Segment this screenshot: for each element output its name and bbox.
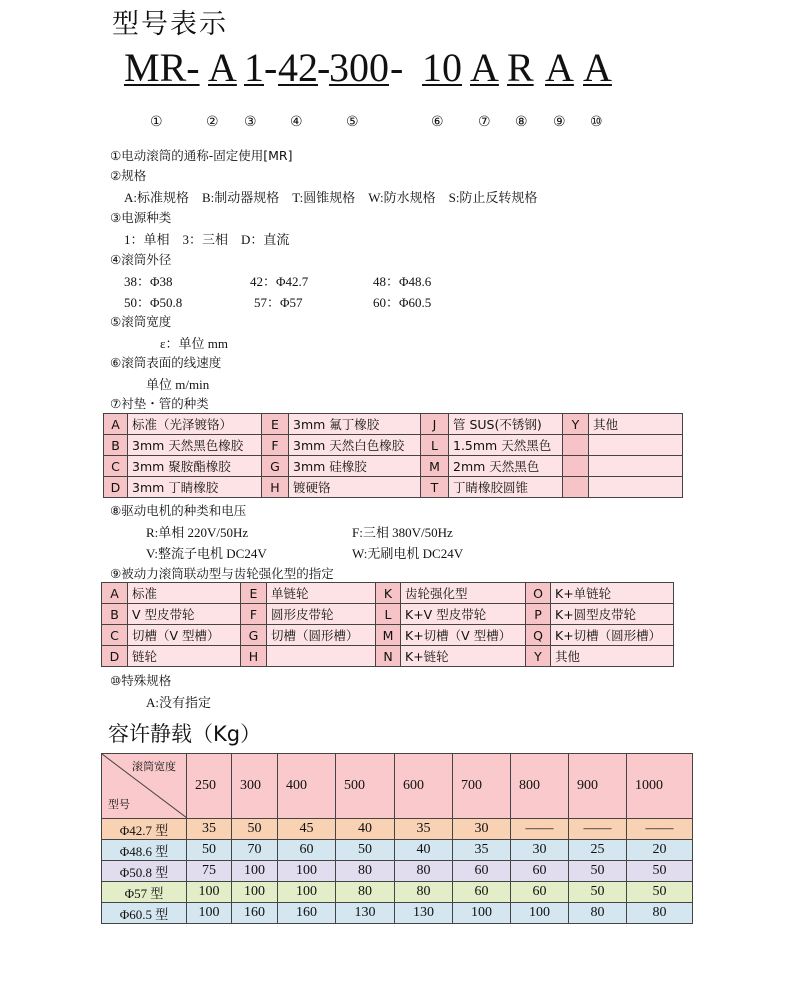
section-4-heading: ④滚筒外径 [110, 252, 172, 267]
diameter-48: 48：Φ48.6 [373, 274, 432, 289]
load-value-cell: 80 [627, 903, 693, 924]
diameter-57: 57：Φ57 [254, 295, 303, 310]
motor-v: V:整流子电机 DC24V [146, 546, 267, 561]
load-value-cell: 100 [278, 882, 336, 903]
load-value-cell: 35 [453, 840, 511, 861]
section-3-heading: ③电源种类 [110, 210, 172, 225]
lining-code-cell: Y [563, 414, 589, 435]
section-7-heading: ⑦衬垫・管的种类 [110, 396, 209, 411]
circled-7: ⑦ [478, 114, 491, 130]
load-row [102, 840, 693, 861]
load-value-cell: 25 [569, 840, 627, 861]
linkage-row [102, 625, 674, 646]
circled-1: ① [150, 114, 163, 130]
load-value-cell: 60 [511, 861, 569, 882]
linkage-code-cell: H [241, 646, 267, 667]
load-value-cell: 80 [395, 882, 453, 903]
lining-desc-cell: 镀硬铬 [289, 477, 421, 498]
linkage-code-cell: A [102, 583, 128, 604]
lining-code-cell: J [421, 414, 449, 435]
load-value-cell: —— [569, 819, 627, 840]
lining-code-cell: F [262, 435, 289, 456]
circled-4: ④ [290, 114, 303, 130]
lining-desc-cell: 3mm 丁睛橡胶 [128, 477, 262, 498]
width-header-cell: 400 [278, 754, 336, 819]
corner-width-label: 滚筒宽度 [132, 760, 176, 773]
lining-desc-cell: 3mm 氟丁橡胶 [289, 414, 421, 435]
section-5-heading: ⑤滚筒宽度 [110, 314, 172, 329]
lining-row [104, 477, 683, 498]
linkage-desc-cell: 切槽（V 型槽） [128, 625, 241, 646]
motor-w: W:无刷电机 DC24V [352, 546, 464, 561]
circled-10: ⑩ [590, 114, 603, 130]
model-cell: Φ42.7 型 [102, 819, 187, 840]
linkage-code-cell: D [102, 646, 128, 667]
lining-desc-cell [589, 435, 683, 456]
lining-code-cell: E [262, 414, 289, 435]
circled-3: ③ [244, 114, 257, 130]
load-value-cell: 70 [232, 840, 278, 861]
circled-6: ⑥ [431, 114, 444, 130]
linkage-row [102, 583, 674, 604]
motor-f: F:三相 380V/50Hz [352, 525, 453, 540]
width-header-cell: 300 [232, 754, 278, 819]
lining-desc-cell: 3mm 聚胺酯橡胶 [128, 456, 262, 477]
model-sep: - [390, 45, 404, 90]
lining-desc-cell: 3mm 天然黑色橡胶 [128, 435, 262, 456]
load-value-cell: 160 [278, 903, 336, 924]
linkage-code-cell: Q [526, 625, 551, 646]
width-header-cell: 700 [453, 754, 511, 819]
lining-desc-cell [589, 456, 683, 477]
linkage-code-cell: K [376, 583, 401, 604]
model-part-speed: 10 [422, 45, 462, 90]
load-value-cell: 100 [187, 903, 232, 924]
linkage-desc-cell: 其他 [551, 646, 674, 667]
linkage-desc-cell: 圆形皮带轮 [267, 604, 376, 625]
linkage-desc-cell: 齿轮强化型 [401, 583, 526, 604]
model-part-diameter: 42 [278, 45, 318, 90]
load-row [102, 819, 693, 840]
lining-row [104, 435, 683, 456]
linkage-row [102, 604, 674, 625]
load-value-cell: 75 [187, 861, 232, 882]
lining-code-cell: A [104, 414, 128, 435]
load-value-cell: 40 [336, 819, 395, 840]
section-2-items: A:标准规格 B:制动器规格 T:圆锥规格 W:防水规格 S:防止反转规格 [124, 190, 538, 205]
load-value-cell: 50 [336, 840, 395, 861]
load-value-cell: 50 [569, 861, 627, 882]
linkage-desc-cell: 标准 [128, 583, 241, 604]
linkage-code-cell: B [102, 604, 128, 625]
linkage-table [101, 582, 674, 667]
lining-code-cell [563, 477, 589, 498]
load-row [102, 903, 693, 924]
load-value-cell: 60 [278, 840, 336, 861]
linkage-desc-cell: 链轮 [128, 646, 241, 667]
load-value-cell: 30 [453, 819, 511, 840]
diameter-42: 42：Φ42.7 [250, 274, 309, 289]
load-row [102, 861, 693, 882]
load-table-title: 容许静载（Kg） [108, 722, 262, 746]
load-value-cell: 35 [187, 819, 232, 840]
lining-desc-cell: 管 SUS(不锈钢) [449, 414, 563, 435]
lining-code-cell: G [262, 456, 289, 477]
load-value-cell: 30 [511, 840, 569, 861]
model-part-power: 1 [244, 45, 264, 90]
model-part-spec: A [208, 45, 237, 90]
linkage-code-cell: E [241, 583, 267, 604]
linkage-code-cell: F [241, 604, 267, 625]
lining-code-cell: C [104, 456, 128, 477]
diameter-50: 50：Φ50.8 [124, 295, 183, 310]
lining-code-cell: M [421, 456, 449, 477]
lining-desc-cell: 3mm 硅橡胶 [289, 456, 421, 477]
linkage-desc-cell: K+单链轮 [551, 583, 674, 604]
linkage-code-cell: O [526, 583, 551, 604]
section-9-heading: ⑨被动力滚筒联动型与齿轮强化型的指定 [110, 566, 334, 581]
lining-desc-cell: 标准（光泽镀铬） [128, 414, 262, 435]
linkage-desc-cell: K+切槽（V 型槽） [401, 625, 526, 646]
lining-code-cell [563, 435, 589, 456]
diameter-60: 60：Φ60.5 [373, 295, 432, 310]
lining-code-cell [563, 456, 589, 477]
model-sep: - [264, 45, 278, 90]
load-value-cell: 80 [395, 861, 453, 882]
load-value-cell: 100 [187, 882, 232, 903]
linkage-code-cell: M [376, 625, 401, 646]
model-part-width: 300 [329, 45, 389, 90]
load-table [101, 753, 693, 924]
model-cell: Φ48.6 型 [102, 840, 187, 861]
linkage-code-cell: L [376, 604, 401, 625]
page-title: 型号表示 [112, 9, 228, 40]
load-value-cell: 80 [569, 903, 627, 924]
lining-desc-cell: 3mm 天然白色橡胶 [289, 435, 421, 456]
load-value-cell: 100 [232, 882, 278, 903]
lining-code-cell: T [421, 477, 449, 498]
section-10-heading: ⑩特殊规格 [110, 673, 172, 688]
linkage-code-cell: P [526, 604, 551, 625]
width-header-cell: 600 [395, 754, 453, 819]
lining-table [103, 413, 683, 498]
lining-desc-cell [589, 477, 683, 498]
load-table-corner [102, 754, 187, 819]
linkage-desc-cell [267, 646, 376, 667]
load-value-cell: 20 [627, 840, 693, 861]
width-header-cell: 800 [511, 754, 569, 819]
load-value-cell: 40 [395, 840, 453, 861]
linkage-code-cell: Y [526, 646, 551, 667]
load-value-cell: 35 [395, 819, 453, 840]
load-row [102, 882, 693, 903]
linkage-row [102, 646, 674, 667]
linkage-desc-cell: K+链轮 [401, 646, 526, 667]
lining-desc-cell: 1.5mm 天然黑色 [449, 435, 563, 456]
section-8-heading: ⑧驱动电机的种类和电压 [110, 503, 247, 518]
lining-code-cell: L [421, 435, 449, 456]
linkage-desc-cell: K+圆型皮带轮 [551, 604, 674, 625]
lining-code-cell: B [104, 435, 128, 456]
load-value-cell: 60 [453, 882, 511, 903]
load-value-cell: 100 [232, 861, 278, 882]
width-header-cell: 250 [187, 754, 232, 819]
section-5-items: ε：单位 mm [160, 336, 228, 351]
linkage-code-cell: N [376, 646, 401, 667]
section-6-items: 单位 m/min [146, 377, 210, 392]
model-part-lining: A [470, 45, 499, 90]
circled-8: ⑧ [515, 114, 528, 130]
load-value-cell: 100 [511, 903, 569, 924]
section-2-heading: ②规格 [110, 168, 147, 183]
load-value-cell: 50 [627, 882, 693, 903]
section-6-heading: ⑥滚筒表面的线速度 [110, 355, 222, 370]
circled-5: ⑤ [346, 114, 359, 130]
circled-2: ② [206, 114, 219, 130]
linkage-desc-cell: V 型皮带轮 [128, 604, 241, 625]
lining-code-cell: H [262, 477, 289, 498]
model-prefix: MR- [124, 45, 200, 90]
model-part-motor: R [507, 45, 534, 90]
linkage-code-cell: G [241, 625, 267, 646]
load-value-cell: 60 [453, 861, 511, 882]
load-value-cell: 60 [511, 882, 569, 903]
linkage-desc-cell: K+V 型皮带轮 [401, 604, 526, 625]
load-value-cell: 80 [336, 882, 395, 903]
load-value-cell: 50 [627, 861, 693, 882]
section-10-items: A:没有指定 [146, 695, 212, 710]
circled-9: ⑨ [553, 114, 566, 130]
model-cell: Φ60.5 型 [102, 903, 187, 924]
model-cell: Φ57 型 [102, 882, 187, 903]
load-value-cell: 50 [232, 819, 278, 840]
section-3-items: 1：单相 3：三相 D：直流 [124, 232, 290, 247]
lining-desc-cell: 2mm 天然黑色 [449, 456, 563, 477]
load-value-cell: 130 [395, 903, 453, 924]
load-value-cell: 45 [278, 819, 336, 840]
load-value-cell: 50 [187, 840, 232, 861]
lining-row [104, 414, 683, 435]
load-value-cell: 100 [278, 861, 336, 882]
lining-desc-cell: 丁睛橡胶圆锥 [449, 477, 563, 498]
model-part-linkage: A [545, 45, 574, 90]
linkage-desc-cell: 切槽（圆形槽） [267, 625, 376, 646]
model-sep: - [317, 45, 331, 90]
linkage-code-cell: C [102, 625, 128, 646]
corner-model-label: 型号 [108, 798, 130, 811]
section-1-heading: ①电动滚筒的通称-固定使用[MR] [110, 148, 293, 163]
load-value-cell: 80 [336, 861, 395, 882]
model-cell: Φ50.8 型 [102, 861, 187, 882]
lining-row [104, 456, 683, 477]
load-value-cell: 100 [453, 903, 511, 924]
diameter-38: 38：Φ38 [124, 274, 173, 289]
load-value-cell: 130 [336, 903, 395, 924]
linkage-desc-cell: K+切槽（圆形槽） [551, 625, 674, 646]
load-value-cell: 50 [569, 882, 627, 903]
lining-desc-cell: 其他 [589, 414, 683, 435]
load-value-cell: —— [627, 819, 693, 840]
lining-code-cell: D [104, 477, 128, 498]
width-header-cell: 900 [569, 754, 627, 819]
width-header-cell: 1000 [627, 754, 693, 819]
motor-r: R:单相 220V/50Hz [146, 525, 249, 540]
load-value-cell: 160 [232, 903, 278, 924]
linkage-desc-cell: 单链轮 [267, 583, 376, 604]
load-value-cell: —— [511, 819, 569, 840]
model-part-special: A [583, 45, 612, 90]
width-header-cell: 500 [336, 754, 395, 819]
